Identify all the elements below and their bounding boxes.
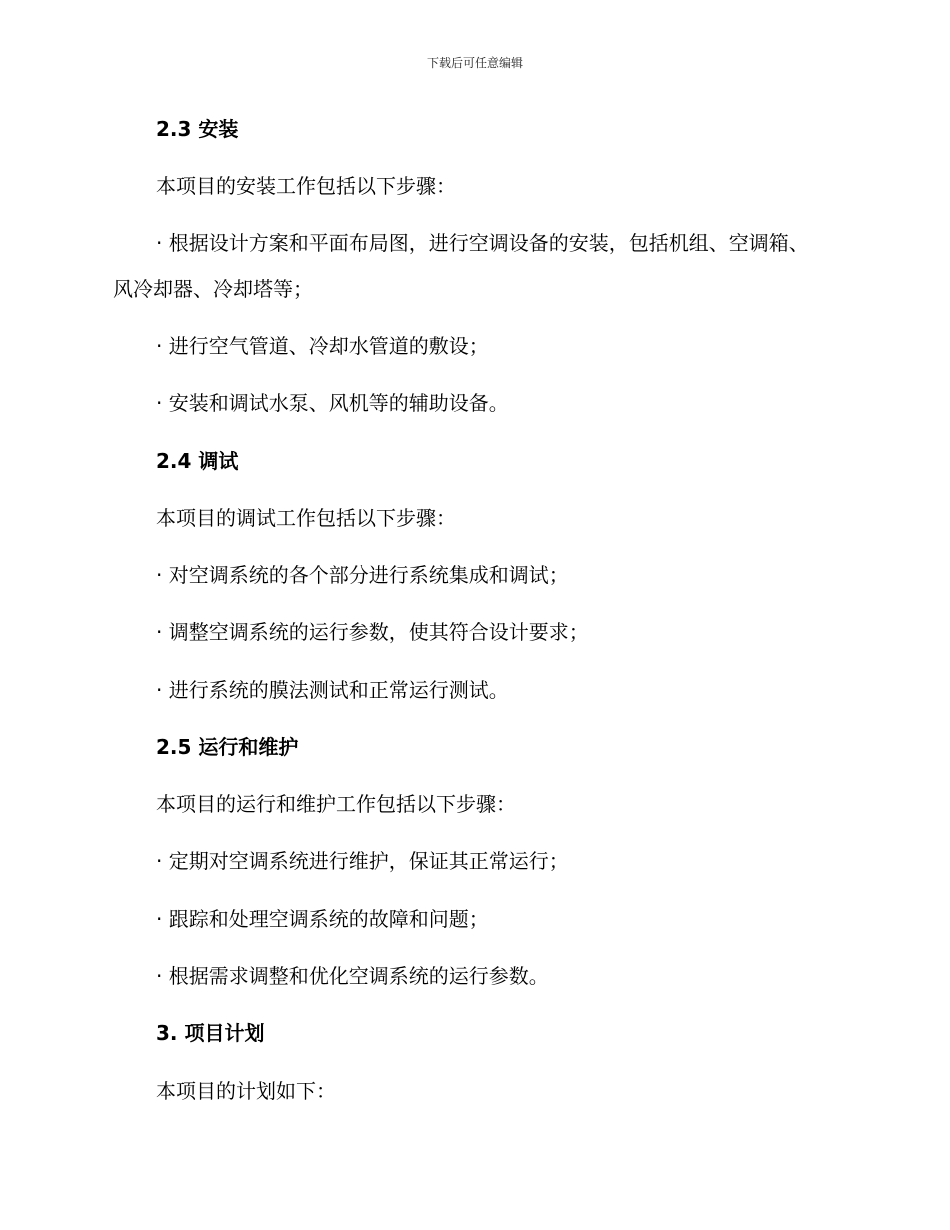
section-heading-2-3: 2.3 安装 [156, 117, 239, 141]
list-item: · 定期对空调系统进行维护，保证其正常运行； [156, 849, 569, 873]
list-item: · 根据需求调整和优化空调系统的运行参数。 [156, 964, 549, 988]
list-item: · 进行系统的膜法测试和正常运行测试。 [156, 678, 509, 702]
list-item: · 跟踪和处理空调系统的故障和问题； [156, 907, 489, 931]
list-item: · 安装和调试水泵、风机等的辅助设备。 [156, 391, 509, 415]
section-heading-2-5: 2.5 运行和维护 [156, 735, 299, 759]
page-header: 下载后可任意编辑 [426, 56, 523, 70]
section-intro-2-4: 本项目的调试工作包括以下步骤： [156, 506, 456, 530]
list-item: · 进行空气管道、冷却水管道的敷设； [156, 334, 489, 358]
section-intro-3: 本项目的计划如下： [156, 1079, 336, 1103]
section-intro-2-5: 本项目的运行和维护工作包括以下步骤： [156, 792, 516, 816]
section-heading-2-4: 2.4 调试 [156, 449, 239, 473]
list-item: · 对空调系统的各个部分进行系统集成和调试； [156, 563, 569, 587]
section-intro-2-3: 本项目的安装工作包括以下步骤： [156, 174, 456, 198]
list-item: · 根据设计方案和平面布局图，进行空调设备的安装，包括机组、空调箱、风冷却器、冷却塔等； [113, 231, 809, 301]
section-heading-3: 3. 项目计划 [156, 1021, 265, 1045]
list-item: · 调整空调系统的运行参数，使其符合设计要求； [156, 620, 589, 644]
